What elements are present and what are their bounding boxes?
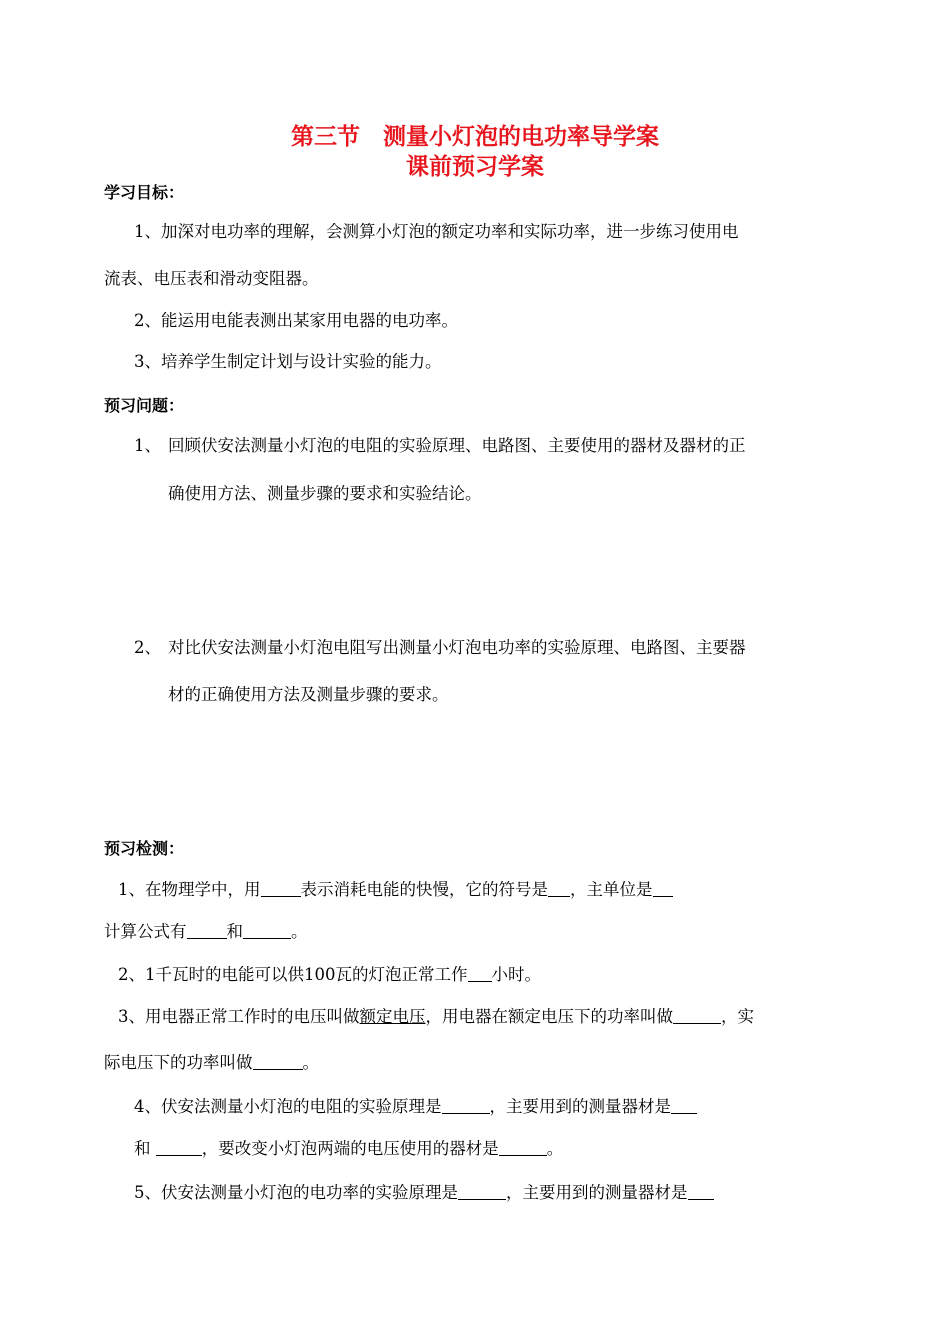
check-4-blank-3[interactable] <box>156 1137 202 1156</box>
check-1-text-c: ，主单位是 <box>570 880 653 899</box>
check-item-5 <box>134 1179 714 1203</box>
check-5-blank-1[interactable] <box>458 1181 506 1200</box>
check-item-2 <box>118 961 541 985</box>
check-3-text-c: ，实 <box>721 1007 754 1026</box>
questions-heading: 预习问题： <box>104 396 185 415</box>
check-1-blank-5[interactable] <box>243 920 291 939</box>
question-2-number: 2、 <box>134 638 161 657</box>
check-3-text-d: 际电压下的功率叫做 <box>104 1053 253 1072</box>
goals-heading: 学习目标： <box>104 183 185 202</box>
question-1-cont: 确使用方法、测量步骤的要求和实验结论。 <box>168 484 482 503</box>
check-4-blank-1[interactable] <box>442 1095 490 1114</box>
check-item-3 <box>118 1003 754 1027</box>
goal-item-1-cont: 流表、电压表和滑动变阻器。 <box>104 269 319 288</box>
goal-item-1: 1、加深对电功率的理解，会测算小灯泡的额定功率和实际功率，进一步练习使用电 <box>134 222 739 241</box>
check-1-text-d: 计算公式有 <box>104 922 187 941</box>
check-3-blank-1[interactable] <box>673 1005 721 1024</box>
check-1-text-a: 1、在物理学中，用 <box>118 880 261 899</box>
question-1-number: 1、 <box>134 436 161 455</box>
check-5-blank-2[interactable] <box>688 1181 714 1200</box>
document-title: 第三节 测量小灯泡的电功率导学案 <box>291 124 659 150</box>
check-1-blank-1[interactable] <box>261 878 301 897</box>
check-4-text-d: ，要改变小灯泡两端的电压使用的器材是 <box>201 1139 499 1158</box>
check-item-4-cont <box>134 1135 563 1159</box>
check-1-text-f: 。 <box>291 922 308 941</box>
document-subtitle: 课前预习学案 <box>406 154 544 180</box>
check-2-blank-1[interactable] <box>468 963 492 982</box>
check-4-text-e: 。 <box>546 1139 564 1158</box>
check-3-blank-2[interactable] <box>253 1051 303 1070</box>
goal-item-3: 3、培养学生制定计划与设计实验的能力。 <box>134 352 442 371</box>
check-3-text-a: 3、用电器正常工作时的电压叫做 <box>118 1007 360 1026</box>
question-1: 回顾伏安法测量小灯泡的电阻的实验原理、电路图、主要使用的器材及器材的正 <box>168 436 746 455</box>
check-item-1-cont <box>104 918 308 942</box>
question-2-cont: 材的正确使用方法及测量步骤的要求。 <box>168 685 449 704</box>
check-2-text-a: 2、1千瓦时的电能可以供100瓦的灯泡正常工作 <box>118 965 468 984</box>
check-item-4 <box>134 1093 697 1117</box>
check-5-text-a: 5、伏安法测量小灯泡的电功率的实验原理是 <box>134 1183 458 1202</box>
check-1-blank-4[interactable] <box>187 920 227 939</box>
check-1-text-e: 和 <box>226 922 243 941</box>
check-5-text-b: ，主要用到的测量器材是 <box>506 1183 688 1202</box>
check-4-text-c: 和 <box>134 1139 156 1158</box>
goal-item-2: 2、能运用电能表测出某家用电器的电功率。 <box>134 311 458 330</box>
question-2: 对比伏安法测量小灯泡电阻写出测量小灯泡电功率的实验原理、电路图、主要器 <box>168 638 746 657</box>
check-3-text-e: 。 <box>302 1053 319 1072</box>
check-3-text-b: ，用电器在额定电压下的功率叫做 <box>425 1007 673 1026</box>
check-4-blank-4[interactable] <box>499 1137 547 1156</box>
check-heading: 预习检测： <box>104 839 185 858</box>
check-1-blank-2[interactable] <box>548 878 570 897</box>
check-1-blank-3[interactable] <box>653 878 673 897</box>
check-item-3-cont <box>104 1049 319 1073</box>
check-2-text-b: 小时。 <box>491 965 541 984</box>
check-1-text-b: 表示消耗电能的快慢，它的符号是 <box>300 880 548 899</box>
check-4-blank-2[interactable] <box>671 1095 697 1114</box>
check-4-text-b: ，主要用到的测量器材是 <box>489 1097 671 1116</box>
check-4-text-a: 4、伏安法测量小灯泡的电阻的实验原理是 <box>134 1097 442 1116</box>
check-3-underlined-term: 额定电压 <box>359 1007 426 1026</box>
check-item-1 <box>118 876 673 900</box>
